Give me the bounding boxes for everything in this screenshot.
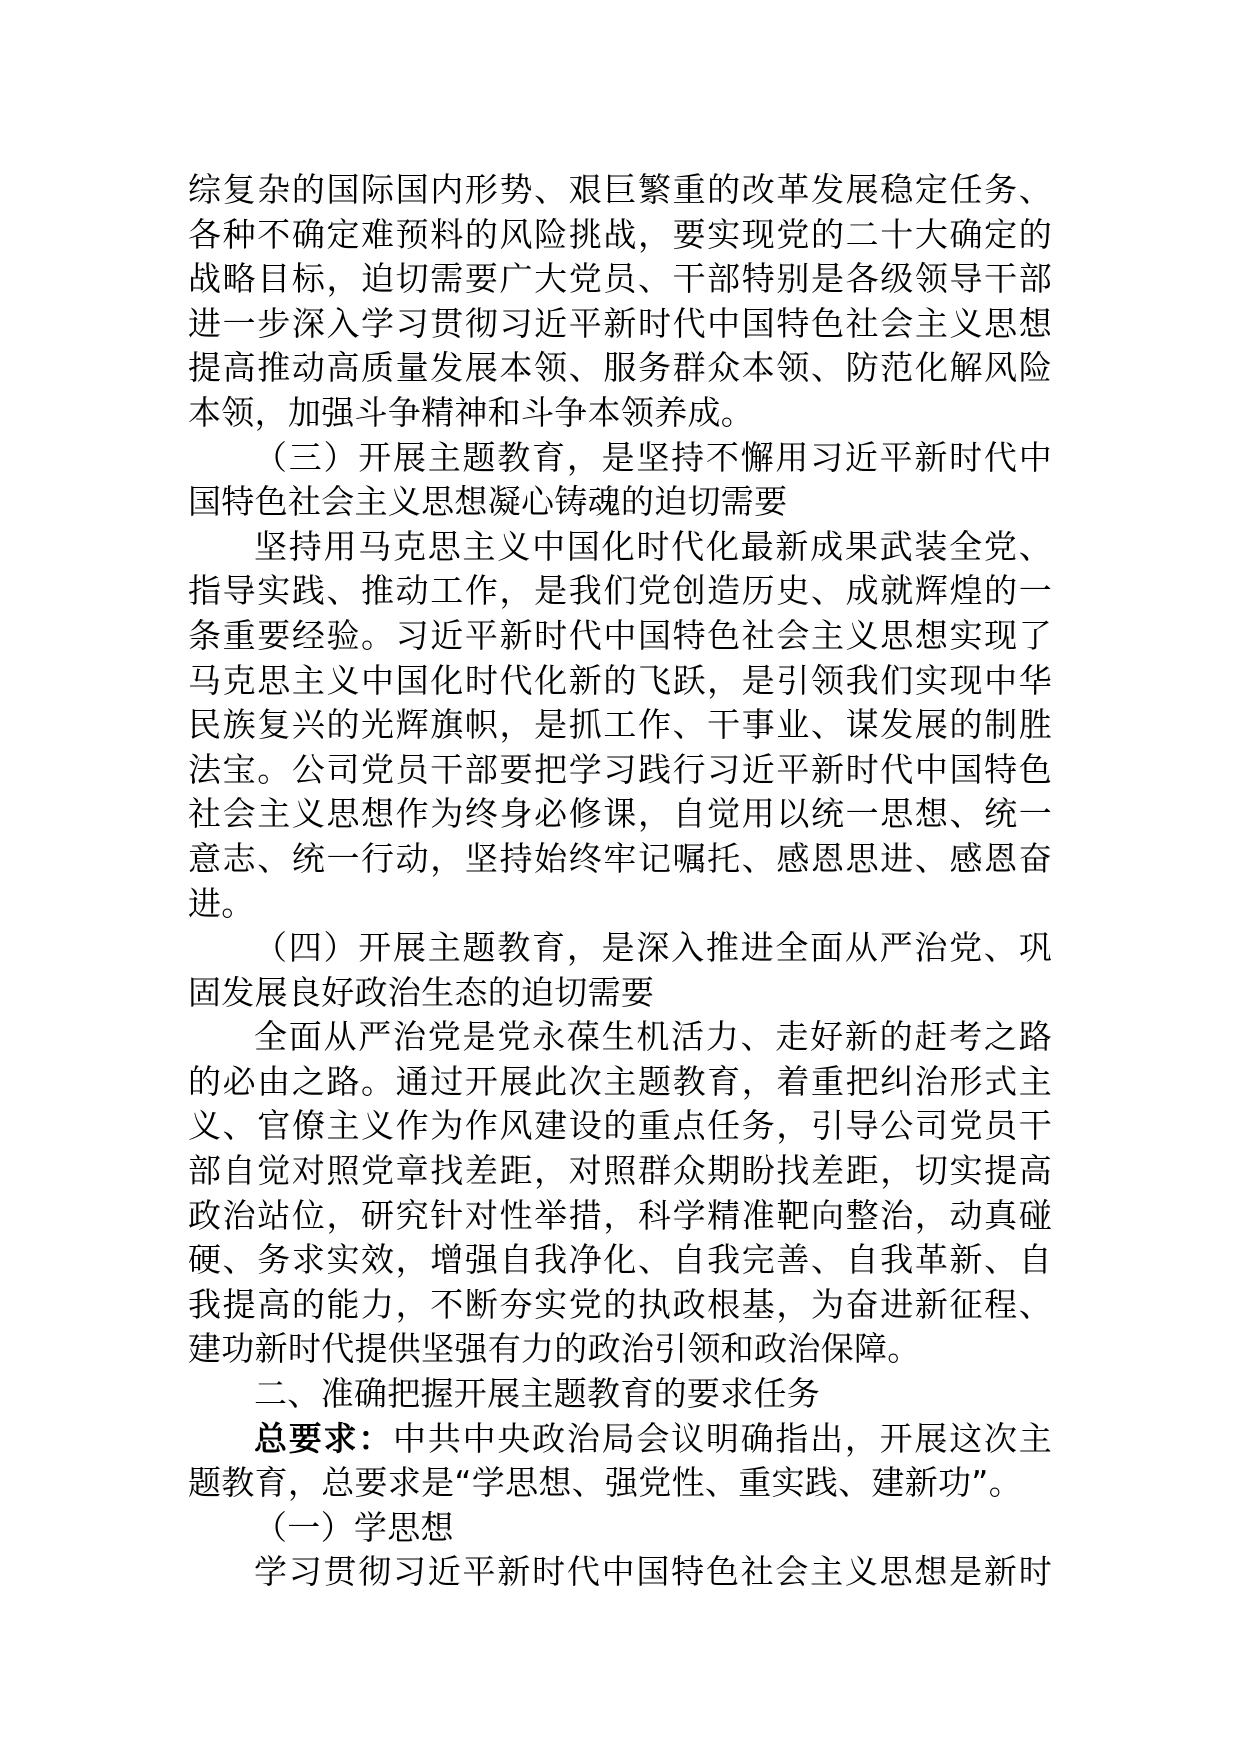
section-heading: 国特色社会主义思想凝心铸魂的迫切需要 <box>188 482 788 522</box>
section-heading: 二、准确把握开展主题教育的要求任务 <box>254 1374 821 1414</box>
text-line: 提高推动高质量发展本领、服务群众本领、防范化解风险 <box>188 348 1052 388</box>
section-heading: 固发展良好政治生态的迫切需要 <box>188 972 655 1012</box>
text-line <box>188 1417 1052 1462</box>
text-line: 政治站位，研究针对性举措，科学精准靶向整治，动真碰 <box>188 1195 1052 1235</box>
text-line: 民族复兴的光辉旗帜，是抓工作、干事业、谋发展的制胜 <box>188 705 1052 745</box>
text-line: 进一步深入学习贯彻习近平新时代中国特色社会主义思想 <box>188 303 1052 343</box>
text-line: 马克思主义中国化时代化新的飞跃，是引领我们实现中华 <box>188 660 1052 700</box>
section-heading: （三）开展主题教育，是坚持不懈用习近平新时代中 <box>254 437 1052 477</box>
text-line: 法宝。公司党员干部要把学习践行习近平新时代中国特色 <box>188 749 1052 789</box>
bold-lead: 总要求： <box>254 1418 394 1458</box>
text-line: 我提高的能力，不断夯实党的执政根基，为奋进新征程、 <box>188 1284 1052 1324</box>
text-line: 社会主义思想作为终身必修课，自觉用以统一思想、统一 <box>188 794 1052 834</box>
section-heading: （一）学思想 <box>254 1507 454 1547</box>
text-line: 各种不确定难预料的风险挑战，要实现党的二十大确定的 <box>188 214 1052 254</box>
text-line: 硬、务求实效，增强自我净化、自我完善、自我革新、自 <box>188 1240 1052 1280</box>
text-segment: 中共中央政治局会议明确指出，开展这次主 <box>393 1418 1053 1458</box>
section-heading: （四）开展主题教育，是深入推进全面从严治党、巩 <box>254 928 1052 968</box>
text-line: 意志、统一行动，坚持始终牢记嘱托、感恩思进、感恩奋 <box>188 838 1052 878</box>
text-line: 建功新时代提供坚强有力的政治引领和政治保障。 <box>188 1329 921 1369</box>
text-line: 题教育，总要求是“学思想、强党性、重实践、建新功”。 <box>188 1463 1022 1503</box>
text-line: 部自觉对照党章找差距，对照群众期盼找差距，切实提高 <box>188 1151 1052 1191</box>
text-line: 综复杂的国际国内形势、艰巨繁重的改革发展稳定任务、 <box>188 170 1052 209</box>
text-line: 战略目标，迫切需要广大党员、干部特别是各级领导干部 <box>188 259 1052 299</box>
text-line: 坚持用马克思主义中国化时代化最新成果武装全党、 <box>254 526 1052 566</box>
text-line: 学习贯彻习近平新时代中国特色社会主义思想是新时 <box>254 1552 1052 1592</box>
text-line: 全面从严治党是党永葆生机活力、走好新的赶考之路 <box>254 1017 1052 1057</box>
text-line: 进。 <box>188 883 255 923</box>
text-line: 指导实践、推动工作，是我们党创造历史、成就辉煌的一 <box>188 571 1052 611</box>
text-line: 本领，加强斗争精神和斗争本领养成。 <box>188 392 755 432</box>
text-line: 义、官僚主义作为作风建设的重点任务，引导公司党员干 <box>188 1106 1052 1146</box>
document-body <box>188 168 1052 1595</box>
text-line: 条重要经验。习近平新时代中国特色社会主义思想实现了 <box>188 615 1052 655</box>
text-line: 的必由之路。通过开展此次主题教育，着重把纠治形式主 <box>188 1061 1052 1101</box>
